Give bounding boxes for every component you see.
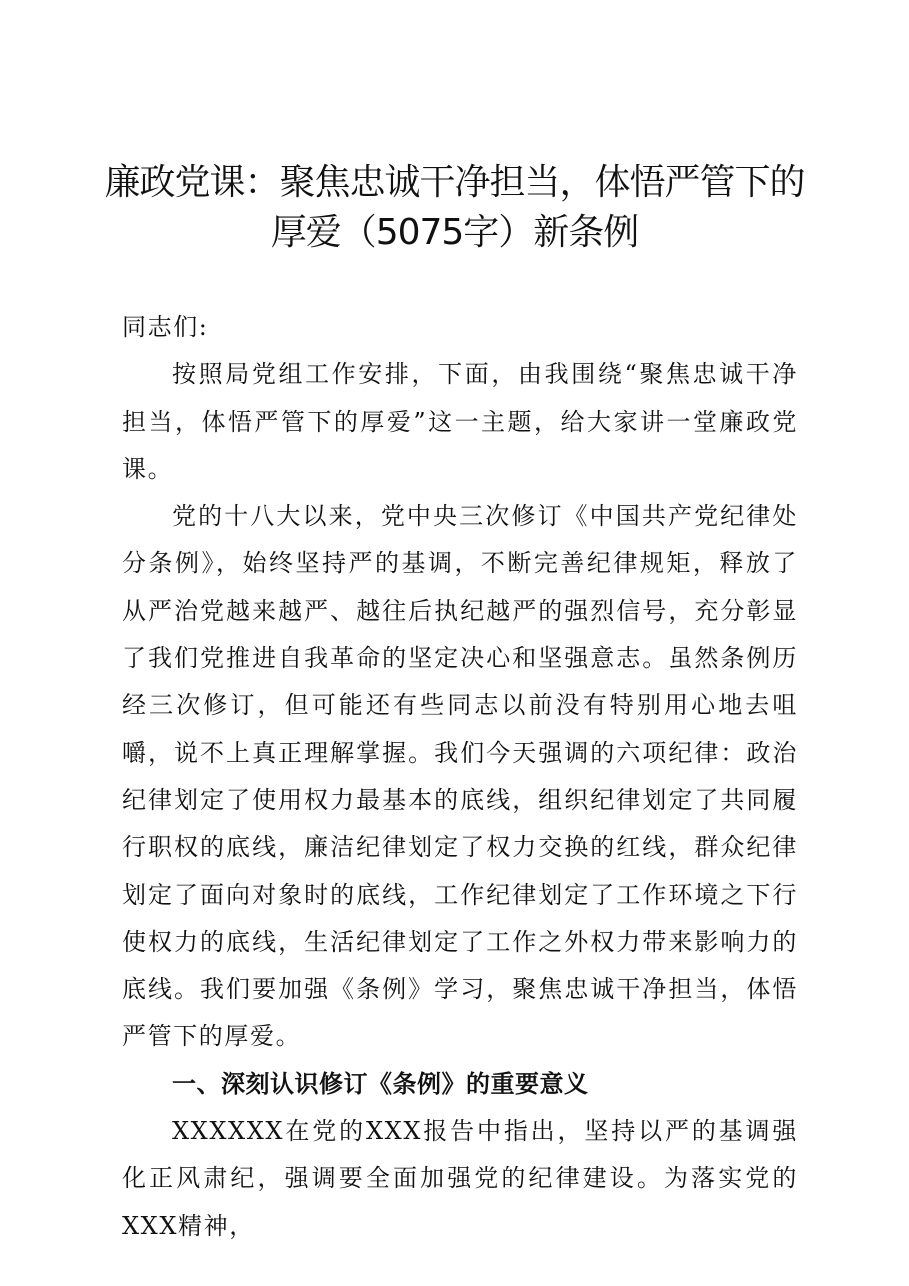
paragraph-background: 党的十八大以来，党中央三次修订《中国共产党纪律处分条例》，始终坚持严的基调，不断完善纪律规矩，释放了从严治党越来越严、越往后执纪越严的强烈信号，充分彰显了我们党推进自我革命的坚定决心和坚强意志。虽然条例历经三次修订，但可能还有些同志以前没有特别用心地去咀嚼，说不上真正理解掌握。我们今天强调的六项纪律：政治纪律划定了使用权力最基本的底线，组织纪律划定了共同履行职权的底线，廉洁纪律划定了权力交换的红线，群众纪律划定了面向对象时的底线，工作纪律划定了工作环境之下行使权力的底线，生活纪律划定了工作之外权力带来影响力的底线。我们要加强《条例》学习，聚焦忠诚干净担当，体悟严管下的厚爱。	[122, 502, 798, 1051]
section-heading: 一、深刻认识修订《条例》的重要意义	[172, 1069, 589, 1098]
title-line-2: 厚爱（5075字）新条例	[270, 212, 639, 253]
section-paragraph: XXXXXX在党的XXX报告中指出，坚持以严的基调强化正风肃纪，强调要全面加强党的纪律建设。为落实党的XXX精神，	[122, 1117, 798, 1240]
paragraph-intro: 按照局党组工作安排，下面，由我围绕“聚焦忠诚干净担当，体悟严管下的厚爱”这一主题，给大家讲一堂廉政党课。	[122, 360, 798, 483]
document-body	[122, 304, 798, 1250]
title-line-1: 廉政党课：聚焦忠诚干净担当，体悟严管下的	[104, 162, 805, 203]
document-title	[100, 158, 809, 258]
greeting: 同志们:	[122, 313, 209, 341]
